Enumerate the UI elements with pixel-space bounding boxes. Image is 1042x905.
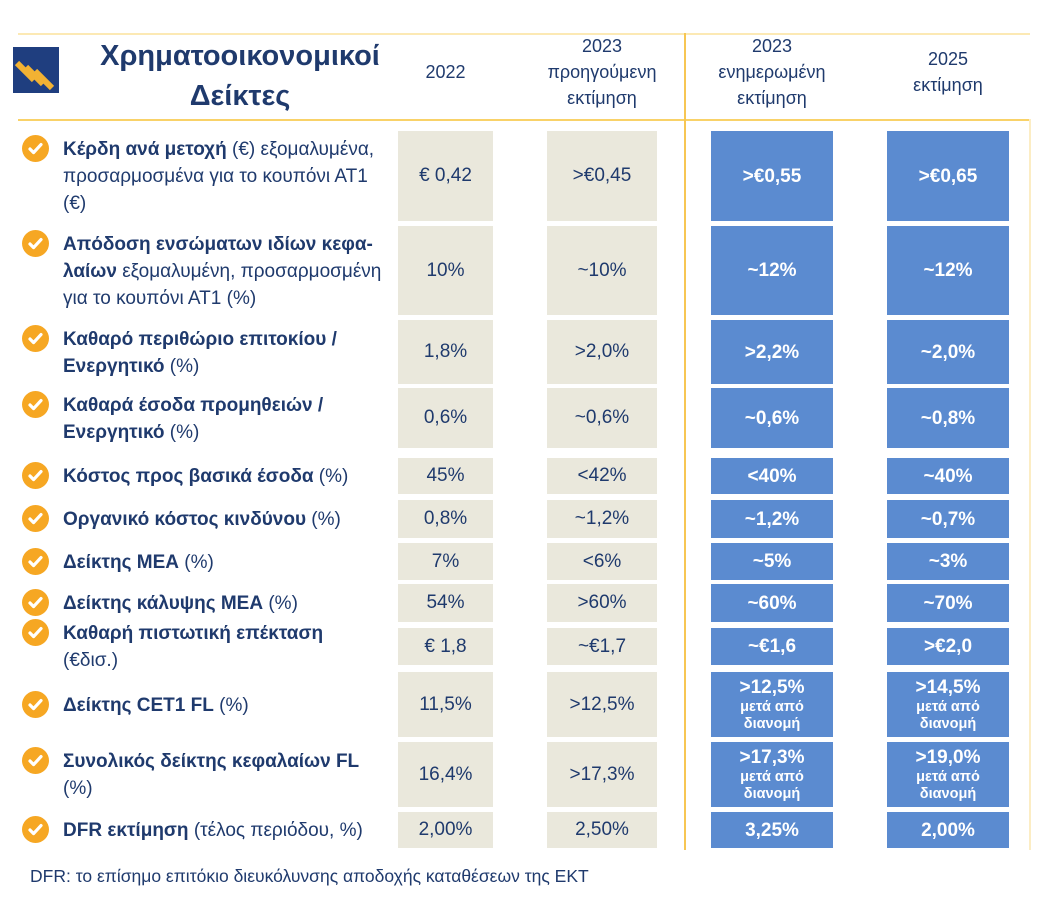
cell-2023-previous: <42% <box>547 458 657 494</box>
row-label-rest: εξομαλυμένη, προσαρμοσμένη για το κουπόνι ΑΤ1 (%) <box>63 260 382 309</box>
cell-2022: 16,4% <box>398 742 493 807</box>
check-circle-icon <box>22 135 49 162</box>
row-label-bold: DFR εκτίμηση <box>63 820 189 841</box>
cell-2023-previous: >60% <box>547 584 657 622</box>
row-label <box>22 812 382 848</box>
cell-2025: >14,5% μετά από διανομή <box>887 672 1009 737</box>
row-label <box>22 320 382 384</box>
row-label-bold: Απόδοση ενσώματων ιδίων κεφα-λαίων <box>63 233 373 282</box>
row-label <box>22 543 382 580</box>
table-row <box>22 500 1017 538</box>
right-frame-line <box>1029 119 1031 850</box>
cell-2022: 10% <box>398 226 493 315</box>
cell-subnote: μετά από διανομή <box>740 769 804 802</box>
table-row <box>22 320 1017 384</box>
cell-2023-updated: ~0,6% <box>711 388 833 448</box>
cell-2023-previous: >2,0% <box>547 320 657 384</box>
cell-2023-previous: 2,50% <box>547 812 657 848</box>
row-label <box>22 500 382 538</box>
row-label-rest: (%) <box>313 466 349 487</box>
table-row <box>22 458 1017 494</box>
table-row <box>22 812 1017 848</box>
cell-2022: 1,8% <box>398 320 493 384</box>
check-circle-icon <box>22 589 49 616</box>
row-label <box>22 226 382 315</box>
cell-2023-previous: ~10% <box>547 226 657 315</box>
cell-subnote: μετά από διανομή <box>916 769 980 802</box>
row-label <box>22 623 382 671</box>
row-label <box>22 458 382 494</box>
row-label-rest: (€δισ.) <box>63 650 119 671</box>
cell-2025: ~70% <box>887 584 1009 622</box>
column-header-2022: 2022 <box>425 62 466 82</box>
row-label-bold: Συνολικός δείκτης κεφαλαίων FL <box>63 751 360 772</box>
row-label <box>22 742 382 807</box>
column-header-2025: 2025 εκτίμηση <box>913 49 983 95</box>
check-circle-icon <box>22 619 49 646</box>
page-title: Χρηματοοικονομικοί Δείκτες <box>100 40 380 112</box>
cell-2022: 45% <box>398 458 493 494</box>
cell-2023-updated: <40% <box>711 458 833 494</box>
row-label <box>22 672 382 737</box>
row-label-bold: Καθαρά έσοδα προμηθειών / Ενεργητικό <box>63 394 324 443</box>
table-row <box>22 584 1017 622</box>
row-label-rest: (%) <box>179 551 214 573</box>
table-body <box>22 0 1022 860</box>
cell-2025: >€0,65 <box>887 131 1009 221</box>
cell-2022: 0,6% <box>398 388 493 448</box>
cell-2023-updated: ~12% <box>711 226 833 315</box>
row-label <box>22 131 382 221</box>
cell-2023-previous: >12,5% <box>547 672 657 737</box>
row-label-rest: (%) <box>63 778 93 799</box>
cell-2022: 7% <box>398 543 493 580</box>
cell-2022: 0,8% <box>398 500 493 538</box>
row-label <box>22 584 382 622</box>
check-circle-icon <box>22 691 49 718</box>
row-label-bold: Οργανικό κόστος κινδύνου <box>63 509 307 530</box>
row-label-rest: (%) <box>263 593 298 614</box>
cell-2025: ~3% <box>887 543 1009 580</box>
cell-2023-previous: <6% <box>547 543 657 580</box>
cell-2025: 2,00% <box>887 812 1009 848</box>
cell-subnote: μετά από διανομή <box>916 699 980 732</box>
cell-2023-previous: ~0,6% <box>547 388 657 448</box>
row-label-bold: Δείκτης κάλυψης ΜΕΑ <box>63 593 264 614</box>
row-label-rest: (τέλος περιόδου, %) <box>188 820 363 841</box>
cell-2023-updated: ~€1,6 <box>711 628 833 665</box>
cell-2023-updated: ~5% <box>711 543 833 580</box>
cell-2023-updated: >17,3% μετά από διανομή <box>711 742 833 807</box>
cell-2023-updated: >2,2% <box>711 320 833 384</box>
row-label-bold: Καθαρή πιστωτική επέκταση <box>63 623 324 644</box>
cell-2025: ~2,0% <box>887 320 1009 384</box>
check-circle-icon <box>22 505 49 532</box>
table-row <box>22 543 1017 580</box>
table-row <box>22 388 1017 448</box>
cell-2025: >19,0% μετά από διανομή <box>887 742 1009 807</box>
table-row <box>22 623 1017 671</box>
column-header-2023-updated: 2023 ενημερωμένη εκτίμηση <box>718 36 826 108</box>
cell-2023-updated: ~1,2% <box>711 500 833 538</box>
row-label-rest: (€) εξομαλυμένα, προσαρμοσμένα για το κουπόνι ΑΤ1 (€) <box>63 139 375 214</box>
cell-2022: € 0,42 <box>398 131 493 221</box>
cell-2023-updated: >12,5% μετά από διανομή <box>711 672 833 737</box>
cell-2025: ~0,7% <box>887 500 1009 538</box>
table-row <box>22 226 1017 315</box>
cell-subnote: μετά από διανομή <box>740 699 804 732</box>
row-label-bold: Κόστος προς βασικά έσοδα <box>63 466 314 487</box>
cell-2025: ~40% <box>887 458 1009 494</box>
cell-2025: >€2,0 <box>887 628 1009 665</box>
check-circle-icon <box>22 391 49 418</box>
cell-2023-previous: >17,3% <box>547 742 657 807</box>
table-row <box>22 742 1017 807</box>
row-label-rest: (%) <box>164 355 200 377</box>
cell-2025: ~12% <box>887 226 1009 315</box>
row-label-bold: Δείκτης CET1 FL <box>63 694 214 716</box>
row-label-rest: (%) <box>213 694 249 716</box>
cell-2022: 2,00% <box>398 812 493 848</box>
table-row <box>22 131 1017 221</box>
check-circle-icon <box>22 325 49 352</box>
cell-2022: € 1,8 <box>398 628 493 665</box>
cell-2023-updated: >€0,55 <box>711 131 833 221</box>
row-label-bold: Κέρδη ανά μετοχή <box>63 139 227 160</box>
check-circle-icon <box>22 230 49 257</box>
cell-2023-previous: ~€1,7 <box>547 628 657 665</box>
table-row <box>22 672 1017 737</box>
row-label-rest: (%) <box>164 421 200 443</box>
footnote: DFR: το επίσημο επιτόκιο διευκόλυνσης αποδοχής καταθέσεων της ΕΚΤ <box>30 866 589 886</box>
check-circle-icon <box>22 548 49 575</box>
row-label-bold: Καθαρό περιθώριο επιτοκίου / Ενεργητικό <box>63 328 337 377</box>
column-header-2023-previous: 2023 προηγούμενη εκτίμηση <box>547 36 657 108</box>
row-label-rest: (%) <box>306 509 341 530</box>
row-label <box>22 388 382 448</box>
cell-2025: ~0,8% <box>887 388 1009 448</box>
cell-2022: 11,5% <box>398 672 493 737</box>
cell-2023-updated: ~60% <box>711 584 833 622</box>
check-circle-icon <box>22 462 49 489</box>
check-circle-icon <box>22 747 49 774</box>
row-label-bold: Δείκτης ΜΕΑ <box>63 551 180 573</box>
check-circle-icon <box>22 816 49 843</box>
cell-2023-previous: ~1,2% <box>547 500 657 538</box>
cell-2023-updated: 3,25% <box>711 812 833 848</box>
cell-2023-previous: >€0,45 <box>547 131 657 221</box>
cell-2022: 54% <box>398 584 493 622</box>
